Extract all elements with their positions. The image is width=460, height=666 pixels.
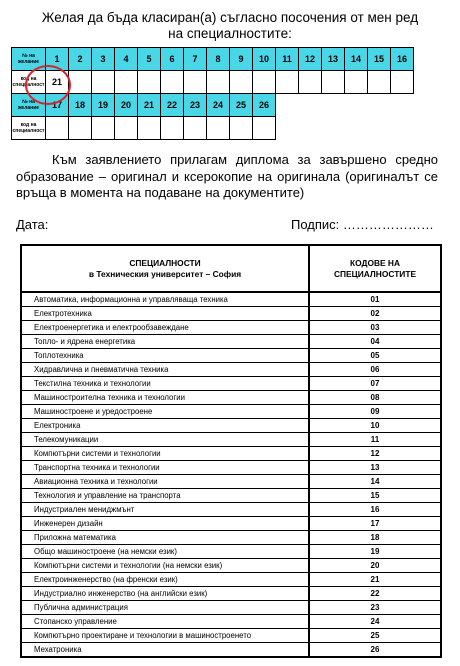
specialty-code: 24 (309, 615, 441, 629)
specialty-code: 21 (309, 573, 441, 587)
specialty-code: 01 (309, 292, 441, 307)
row-label: № на желание (12, 48, 46, 71)
table-row (21, 405, 441, 419)
preference-number: 16 (391, 48, 414, 71)
codes-header-line-1: КОДОВЕ НА (349, 257, 401, 268)
table-row (21, 391, 441, 405)
specialties-header-row (21, 245, 441, 292)
specialty-code: 10 (309, 419, 441, 433)
specialty-name: Електротехника (21, 307, 309, 321)
specialty-code: 17 (309, 517, 441, 531)
specialty-code: 20 (309, 559, 441, 573)
specialty-code: 07 (309, 377, 441, 391)
signature-label: Подпис: ………………… (291, 217, 434, 232)
table-row (21, 615, 441, 629)
table-row (21, 321, 441, 335)
preference-number: 15 (368, 48, 391, 71)
specialty-code-row-1 (12, 71, 414, 94)
code-cell[interactable] (184, 71, 207, 94)
specialty-name: Авиационна техника и технологии (21, 475, 309, 489)
preference-number: 5 (138, 48, 161, 71)
preference-number: 12 (299, 48, 322, 71)
code-cell[interactable] (184, 117, 207, 140)
specialty-name: Машиностроителна техника и технологии (21, 391, 309, 405)
table-row (21, 335, 441, 349)
code-cell[interactable] (276, 71, 299, 94)
specialty-code: 06 (309, 363, 441, 377)
specialty-name: Общо машиностроене (на немски език) (21, 545, 309, 559)
preference-number: 11 (276, 48, 299, 71)
specialty-code: 22 (309, 587, 441, 601)
table-row (21, 587, 441, 601)
code-cell[interactable] (46, 117, 69, 140)
specialty-name: Индустриално инженерство (на английски език) (21, 587, 309, 601)
specialty-code: 12 (309, 447, 441, 461)
form-heading (20, 10, 440, 42)
codes-header (309, 245, 441, 292)
code-cell[interactable] (299, 71, 322, 94)
specialties-body (21, 292, 441, 657)
table-row (21, 377, 441, 391)
specialty-code: 13 (309, 461, 441, 475)
specialty-name: Електроника (21, 419, 309, 433)
table-row (21, 643, 441, 658)
preference-number: 25 (230, 94, 253, 117)
code-cell[interactable] (207, 71, 230, 94)
row-label: код на специалност (12, 71, 46, 94)
table-row (21, 363, 441, 377)
code-cell[interactable] (161, 117, 184, 140)
specialty-name: Компютърно проектиране и технологии в машиностроенето (21, 629, 309, 643)
heading-line-1: Желая да бъда класиран(а) съгласно посочения от мен ред (41, 10, 419, 25)
specialty-name: Индустриален мениджмънт (21, 503, 309, 517)
table-row (21, 531, 441, 545)
preference-number: 18 (69, 94, 92, 117)
code-cell[interactable] (368, 71, 391, 94)
specialty-code: 18 (309, 531, 441, 545)
header-subtitle: в Техническия университет – София (88, 268, 242, 279)
code-cell[interactable] (92, 117, 115, 140)
specialty-code: 23 (309, 601, 441, 615)
preference-number: 7 (184, 48, 207, 71)
specialty-code: 04 (309, 335, 441, 349)
specialty-name: Стопанско управление (21, 615, 309, 629)
specialty-name: Телекомуникации (21, 433, 309, 447)
preference-number: 22 (161, 94, 184, 117)
preference-number: 14 (345, 48, 368, 71)
preference-number: 23 (184, 94, 207, 117)
code-cell[interactable] (253, 71, 276, 94)
table-row (21, 461, 441, 475)
specialty-name: Компютърни системи и технологии (21, 447, 309, 461)
code-cell[interactable] (230, 117, 253, 140)
red-circle-marker (25, 65, 71, 105)
preference-number: 4 (115, 48, 138, 71)
specialty-name: Топло- и ядрена енергетика (21, 335, 309, 349)
preference-number-row-1 (12, 48, 414, 71)
table-row (21, 629, 441, 643)
table-row (21, 559, 441, 573)
specialty-name: Публична администрация (21, 601, 309, 615)
specialty-name: Технология и управление на транспорта (21, 489, 309, 503)
header-title: СПЕЦИАЛНОСТИ (129, 257, 201, 268)
preference-table (11, 47, 414, 140)
table-row (21, 447, 441, 461)
preference-number: 13 (322, 48, 345, 71)
specialty-name: Автоматика, информационна и управляваща техника (21, 292, 309, 307)
code-cell[interactable] (207, 117, 230, 140)
table-row (21, 349, 441, 363)
preference-number: 9 (230, 48, 253, 71)
specialty-name: Топлотехника (21, 349, 309, 363)
code-cell[interactable] (115, 71, 138, 94)
preference-number: 2 (69, 48, 92, 71)
preference-number: 19 (92, 94, 115, 117)
preference-number: 24 (207, 94, 230, 117)
specialty-name: Текстилна техника и технологии (21, 377, 309, 391)
specialty-code: 15 (309, 489, 441, 503)
table-row (21, 307, 441, 321)
specialty-name: Машиностроене и уредостроене (21, 405, 309, 419)
code-cell[interactable] (69, 117, 92, 140)
specialty-name: Инженерен дизайн (21, 517, 309, 531)
preference-number: 17 (46, 94, 69, 117)
specialty-code-row-2 (12, 117, 414, 140)
specialty-name: Хидравлична и пневматична техника (21, 363, 309, 377)
specialty-code: 19 (309, 545, 441, 559)
specialty-code: 25 (309, 629, 441, 643)
table-row (21, 489, 441, 503)
preference-number: 10 (253, 48, 276, 71)
specialty-name: Компютърни системи и технологии (на немски език) (21, 559, 309, 573)
table-row (21, 573, 441, 587)
code-cell[interactable] (230, 71, 253, 94)
code-cell[interactable] (161, 71, 184, 94)
row-label: код на специалност (12, 117, 46, 140)
code-cell[interactable] (138, 117, 161, 140)
code-cell[interactable] (115, 117, 138, 140)
heading-line-2: на специалностите: (168, 26, 292, 41)
preference-number: 8 (207, 48, 230, 71)
specialties-table (20, 244, 442, 658)
preference-number: 21 (138, 94, 161, 117)
attachment-paragraph: Към заявлението прилагам диплома за завършено средно образование – оригинал и ксерокопие на оригинала (оригиналът се връща в момента на подаване на документите) (16, 152, 438, 200)
preference-number: 3 (92, 48, 115, 71)
code-cell[interactable]: 21 (46, 71, 69, 94)
table-row (21, 292, 441, 307)
code-cell[interactable] (92, 71, 115, 94)
preference-number: 20 (115, 94, 138, 117)
preference-number: 6 (161, 48, 184, 71)
code-cell[interactable] (322, 71, 345, 94)
table-row (21, 503, 441, 517)
specialty-name: Приложна математика (21, 531, 309, 545)
specialty-code: 26 (309, 643, 441, 658)
preference-number: 26 (253, 94, 276, 117)
specialty-code: 03 (309, 321, 441, 335)
table-row (21, 433, 441, 447)
specialty-code: 14 (309, 475, 441, 489)
code-cell[interactable] (345, 71, 368, 94)
table-row (21, 517, 441, 531)
specialties-header (21, 245, 309, 292)
code-cell[interactable] (138, 71, 161, 94)
preference-number: 1 (46, 48, 69, 71)
table-row (21, 601, 441, 615)
code-cell[interactable] (253, 117, 276, 140)
codes-header-line-2: СПЕЦИАЛНОСТИТЕ (333, 268, 417, 279)
specialty-code: 09 (309, 405, 441, 419)
specialty-name: Електроинженерство (на френски език) (21, 573, 309, 587)
specialty-name: Електроенергетика и електрообзавеждане (21, 321, 309, 335)
specialty-code: 08 (309, 391, 441, 405)
table-row (21, 419, 441, 433)
specialty-name: Мехатроника (21, 643, 309, 658)
preference-number-row-2 (12, 94, 414, 117)
code-cell[interactable] (391, 71, 414, 94)
table-row (21, 545, 441, 559)
specialty-name: Транспортна техника и технологии (21, 461, 309, 475)
specialty-code: 02 (309, 307, 441, 321)
specialty-code: 16 (309, 503, 441, 517)
date-label: Дата: (16, 217, 49, 232)
code-cell[interactable] (69, 71, 92, 94)
specialty-code: 05 (309, 349, 441, 363)
table-row (21, 475, 441, 489)
specialty-code: 11 (309, 433, 441, 447)
row-label: № на желание (12, 94, 46, 117)
